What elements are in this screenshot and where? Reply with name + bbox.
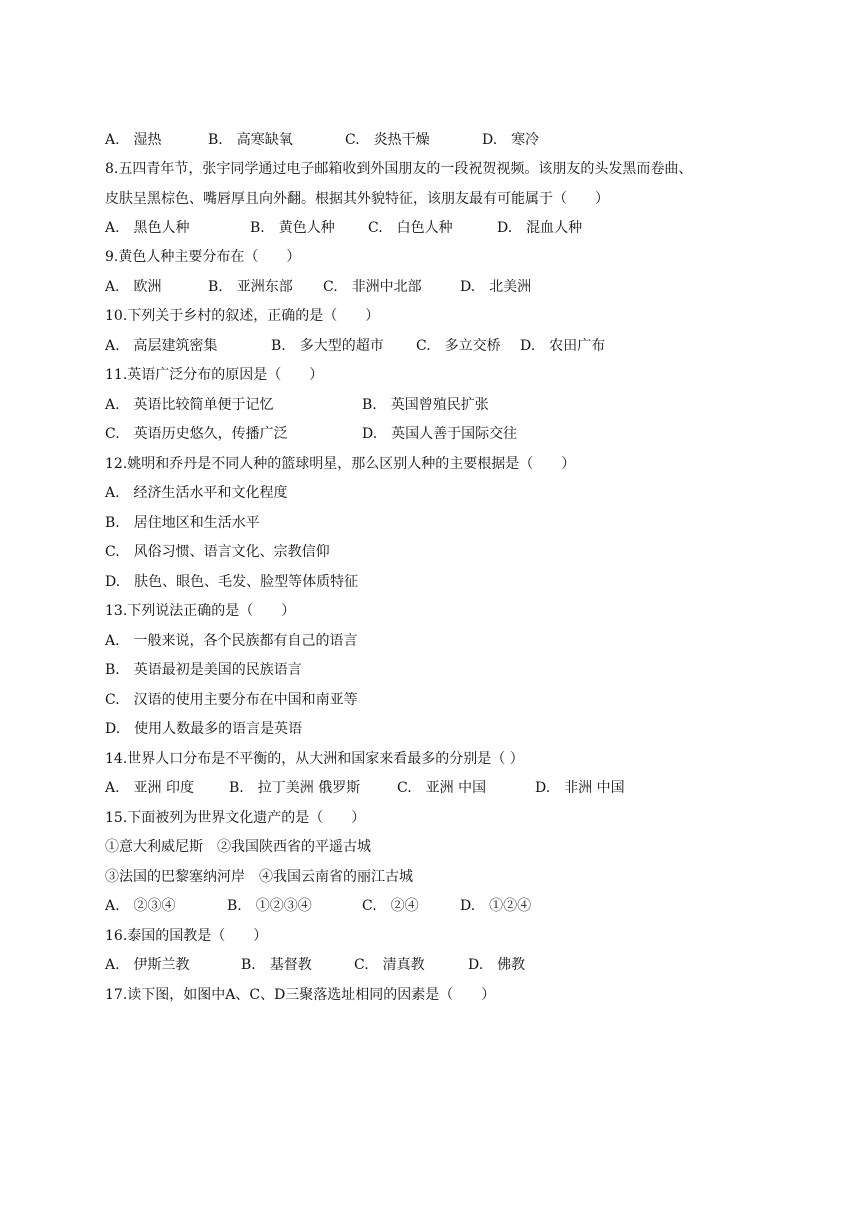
- q8-option-b: B. 黄色人种: [250, 220, 335, 236]
- q11-option-a: A. 英语比较简单便于记忆: [105, 397, 274, 413]
- q16-stem: 16.泰国的国教是（ ）: [105, 928, 268, 944]
- q16-option-a: A. 伊斯兰教: [105, 957, 190, 973]
- q14-option-d: D. 非洲 中国: [535, 780, 625, 796]
- q9-option-d: D. 北美洲: [460, 279, 532, 295]
- q15-stem: 15.下面被列为世界文化遗产的是（ ）: [105, 810, 366, 826]
- q13-stem: 13.下列说法正确的是（ ）: [105, 603, 296, 619]
- q15-items-line1: ①意大利威尼斯 ②我国陕西省的平遥古城: [105, 839, 371, 855]
- q11-option-c: C. 英语历史悠久，传播广泛: [105, 426, 288, 442]
- q10-option-b: B. 多大型的超市: [271, 338, 384, 354]
- q9-option-b: B. 亚洲东部: [208, 279, 293, 295]
- q8-option-d: D. 混血人种: [497, 220, 583, 236]
- q8-option-c: C. 白色人种: [368, 220, 453, 236]
- q10-option-c: C. 多立交桥: [416, 338, 501, 354]
- q12-stem: 12.姚明和乔丹是不同人种的篮球明星，那么区别人种的主要根据是（ ）: [105, 456, 576, 472]
- q7-option-c: C. 炎热干燥: [345, 132, 430, 148]
- q12-option-a: A. 经济生活水平和文化程度: [105, 485, 288, 501]
- q10-option-d: D. 农田广布: [520, 338, 606, 354]
- q13-option-c: C. 汉语的使用主要分布在中国和南亚等: [105, 692, 358, 708]
- q17-stem: 17.读下图，如图中A、C、D三聚落选址相同的因素是（ ）: [105, 987, 496, 1003]
- q7-option-a: A. 湿热: [105, 132, 162, 148]
- q8-option-a: A. 黑色人种: [105, 220, 190, 236]
- q12-option-b: B. 居住地区和生活水平: [105, 515, 260, 531]
- q15-items-line2: ③法国的巴黎塞纳河岸 ④我国云南省的丽江古城: [105, 869, 413, 885]
- q9-option-a: A. 欧洲: [105, 279, 162, 295]
- q14-option-b: B. 拉丁美洲 俄罗斯: [229, 780, 361, 796]
- q14-option-a: A. 亚洲 印度: [105, 780, 195, 796]
- q14-option-c: C. 亚洲 中国: [397, 780, 487, 796]
- q13-option-a: A. 一般来说，各个民族都有自己的语言: [105, 633, 358, 649]
- q11-option-b: B. 英国曾殖民扩张: [362, 397, 489, 413]
- q15-option-b: B. ①②③④: [227, 898, 312, 914]
- q14-stem: 14.世界人口分布是不平衡的，从大洲和国家来看最多的分别是（ ）: [105, 751, 524, 767]
- q13-option-b: B. 英语最初是美国的民族语言: [105, 662, 302, 678]
- q8-stem-line1: 8.五四青年节，张宇同学通过电子邮箱收到外国朋友的一段祝贺视频。该朋友的头发黑而卷曲、: [105, 161, 693, 177]
- q11-stem: 11.英语广泛分布的原因是（ ）: [105, 367, 324, 383]
- q15-option-c: C. ②④: [362, 898, 419, 914]
- q12-option-c: C. 风俗习惯、语言文化、宗教信仰: [105, 544, 330, 560]
- q10-stem: 10.下列关于乡村的叙述，正确的是（ ）: [105, 308, 380, 324]
- q8-stem-line2: 皮肤呈黑棕色、嘴唇厚且向外翻。根据其外貌特征，该朋友最有可能属于（ ）: [105, 191, 609, 207]
- q13-option-d: D. 使用人数最多的语言是英语: [105, 721, 303, 737]
- q11-option-d: D. 英国人善于国际交往: [362, 426, 518, 442]
- q9-option-c: C. 非洲中北部: [323, 279, 422, 295]
- q7-option-d: D. 寒冷: [482, 132, 540, 148]
- q10-option-a: A. 高层建筑密集: [105, 338, 218, 354]
- q16-option-b: B. 基督教: [241, 957, 312, 973]
- q9-stem: 9.黄色人种主要分布在（ ）: [105, 249, 301, 265]
- q16-option-d: D. 佛教: [468, 957, 526, 973]
- q15-option-d: D. ①②④: [460, 898, 532, 914]
- q15-option-a: A. ②③④: [105, 898, 176, 914]
- q12-option-d: D. 肤色、眼色、毛发、脸型等体质特征: [105, 574, 359, 590]
- q7-option-b: B. 高寒缺氧: [208, 132, 293, 148]
- q16-option-c: C. 清真教: [354, 957, 425, 973]
